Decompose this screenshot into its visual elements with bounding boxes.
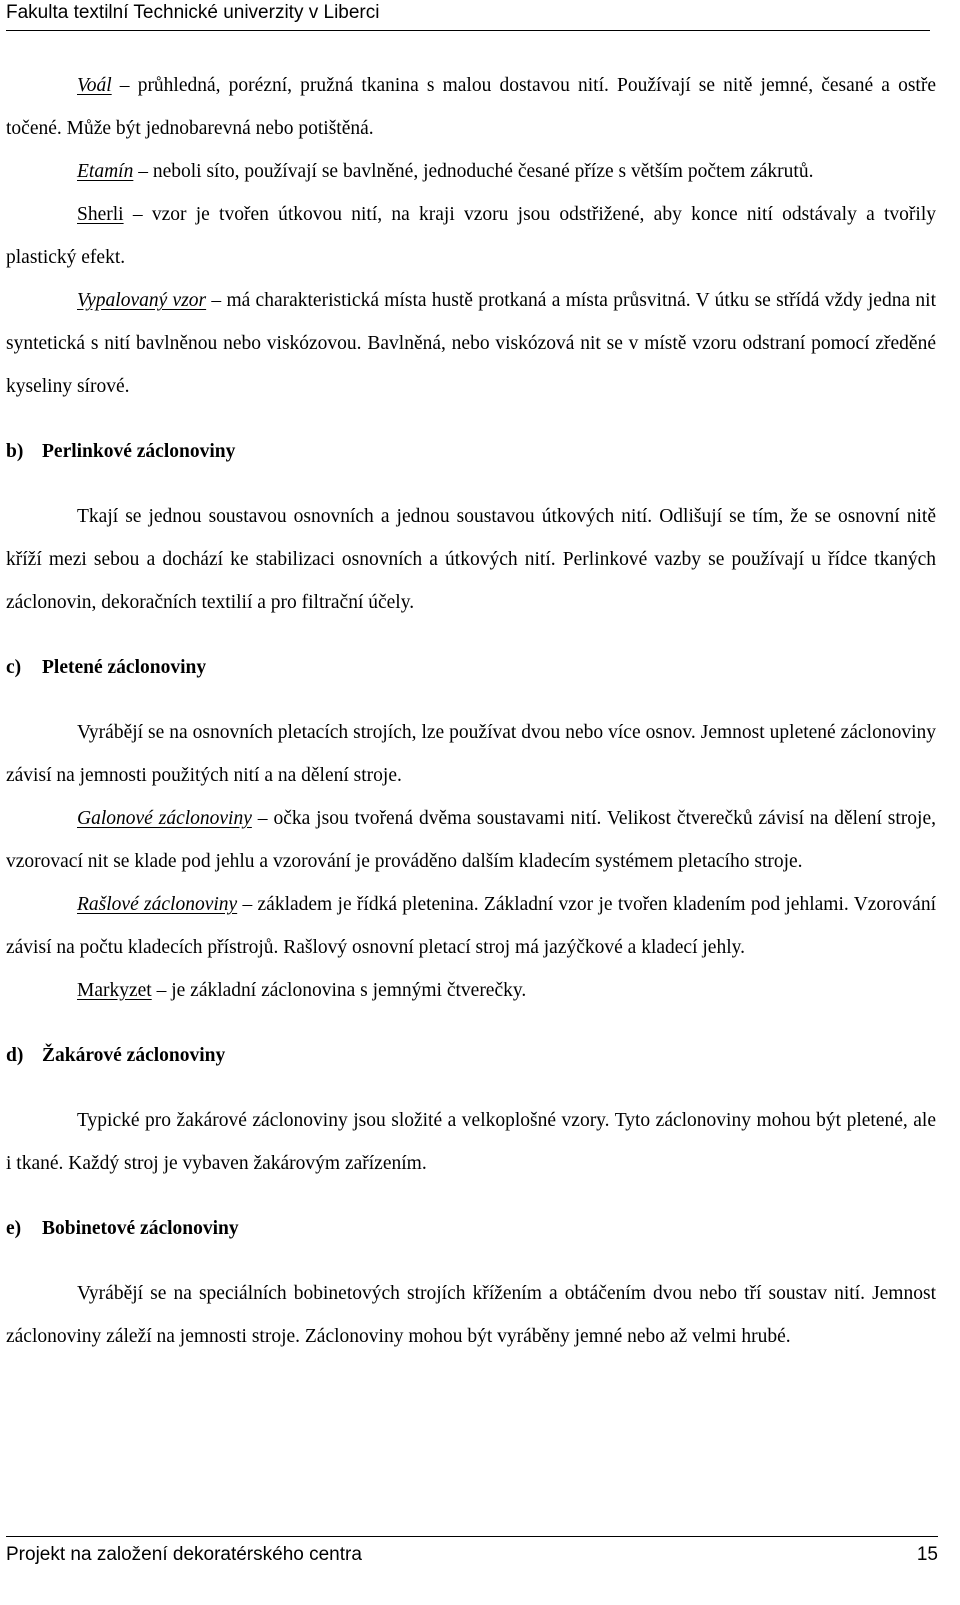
page-footer	[6, 1536, 938, 1568]
paragraph-vypalovany	[6, 279, 936, 408]
paragraph-sherli	[6, 193, 936, 279]
paragraph-galonove	[6, 797, 936, 883]
label-section-e: e)	[6, 1218, 22, 1239]
label-section-d: d)	[6, 1045, 24, 1066]
term-raslove: Rašlové záclonoviny	[77, 894, 238, 915]
title-section-b: Perlinkové záclonoviny	[42, 441, 236, 462]
heading-section-c	[6, 646, 936, 689]
text-markyzet: – je základní záclonovina s jemnými čtverečky.	[151, 980, 527, 1001]
paragraph-etamin	[6, 150, 936, 193]
term-galonove: Galonové záclonoviny	[77, 808, 252, 829]
paragraph-section-b: Tkají se jednou soustavou osnovních a jednou soustavou útkových nití. Odlišují se tím, že se osnovní nitě kříží mezi sebou a dochází ke stabilizaci osnovních a útkových nití. Perlinkové vazby se používají u řídce tkaných záclonovin, dekoračních textilií a pro filtrační účely.	[6, 506, 936, 613]
heading-section-b	[6, 430, 936, 473]
paragraph-section-c: Vyrábějí se na osnovních pletacích strojích, lze používat dvou nebo více osnov. Jemnost upletené záclonoviny závisí na jemnosti použitých nití a na dělení stroje.	[6, 722, 936, 786]
header-title: Fakulta textilní Technické univerzity v Liberci	[6, 2, 380, 23]
text-sherli: – vzor je tvořen útkovou nití, na kraji vzoru jsou odstřižené, aby konce nití odstávaly a tvořily plastický efekt.	[6, 204, 936, 268]
paragraph-section-e: Vyrábějí se na speciálních bobinetových strojích křížením a obtáčením dvou nebo tří soustav nití. Jemnost záclonoviny záleží na jemnosti stroje. Záclonoviny mohou být vyráběny jemné nebo až velmi hrubé.	[6, 1283, 936, 1347]
paragraph-raslove	[6, 883, 936, 969]
text-raslove: – základem je řídká pletenina. Základní vzor je tvořen kladením pod jehlami. Vzorování závisí na počtu kladecích přístrojů. Rašlový osnovní pletací stroj má jazýčkové a kladecí jehly.	[6, 894, 936, 958]
page-number: 15	[916, 1544, 938, 1565]
term-voal: Voál	[77, 75, 112, 96]
title-section-e: Bobinetové záclonoviny	[42, 1218, 239, 1239]
label-section-b: b)	[6, 441, 24, 462]
label-section-c: c)	[6, 657, 22, 678]
paragraph-section-d: Typické pro žakárové záclonoviny jsou složité a velkoplošné vzory. Tyto záclonoviny mohou být pletené, ale i tkané. Každý stroj je vybaven žakárovým zařízením.	[6, 1110, 936, 1174]
heading-section-d	[6, 1034, 936, 1077]
text-galonove: – očka jsou tvořená dvěma soustavami nití. Velikost čtverečků závisí na dělení stroje, vzorovací nit se klade pod jehlu a vzorování je prováděno dalším kladecím systémem pletacího stroje.	[6, 808, 937, 872]
document-body	[6, 64, 936, 1358]
title-section-d: Žakárové záclonoviny	[42, 1045, 226, 1066]
term-vypalovany: Vypalovaný vzor	[77, 290, 207, 311]
term-markyzet: Markyzet	[77, 980, 152, 1001]
paragraph-markyzet	[6, 969, 936, 1012]
title-section-c: Pletené záclonoviny	[42, 657, 207, 678]
term-sherli: Sherli	[77, 204, 124, 225]
term-etamin: Etamín	[77, 161, 134, 182]
text-vypalovany: – má charakteristická místa hustě protkaná a místa průsvitná. V útku se střídá vždy jedna nit syntetická s nití bavlněnou nebo viskózovou. Bavlněná, nebo viskózová nit se v místě vzoru odstraní pomocí zředěné kyseliny sírové.	[6, 290, 936, 397]
heading-section-e	[6, 1207, 936, 1250]
footer-title: Projekt na založení dekoratérského centra	[6, 1544, 362, 1565]
paragraph-voal	[6, 64, 936, 150]
text-etamin: – neboli síto, používají se bavlněné, jednoduché česané příze s větším počtem zákrutů.	[133, 161, 814, 182]
text-voal: – průhledná, porézní, pružná tkanina s malou dostavou nití. Používají se nitě jemné, česané a ostře točené. Může být jednobarevná nebo potištěná.	[6, 75, 936, 139]
page-header	[6, 0, 930, 31]
